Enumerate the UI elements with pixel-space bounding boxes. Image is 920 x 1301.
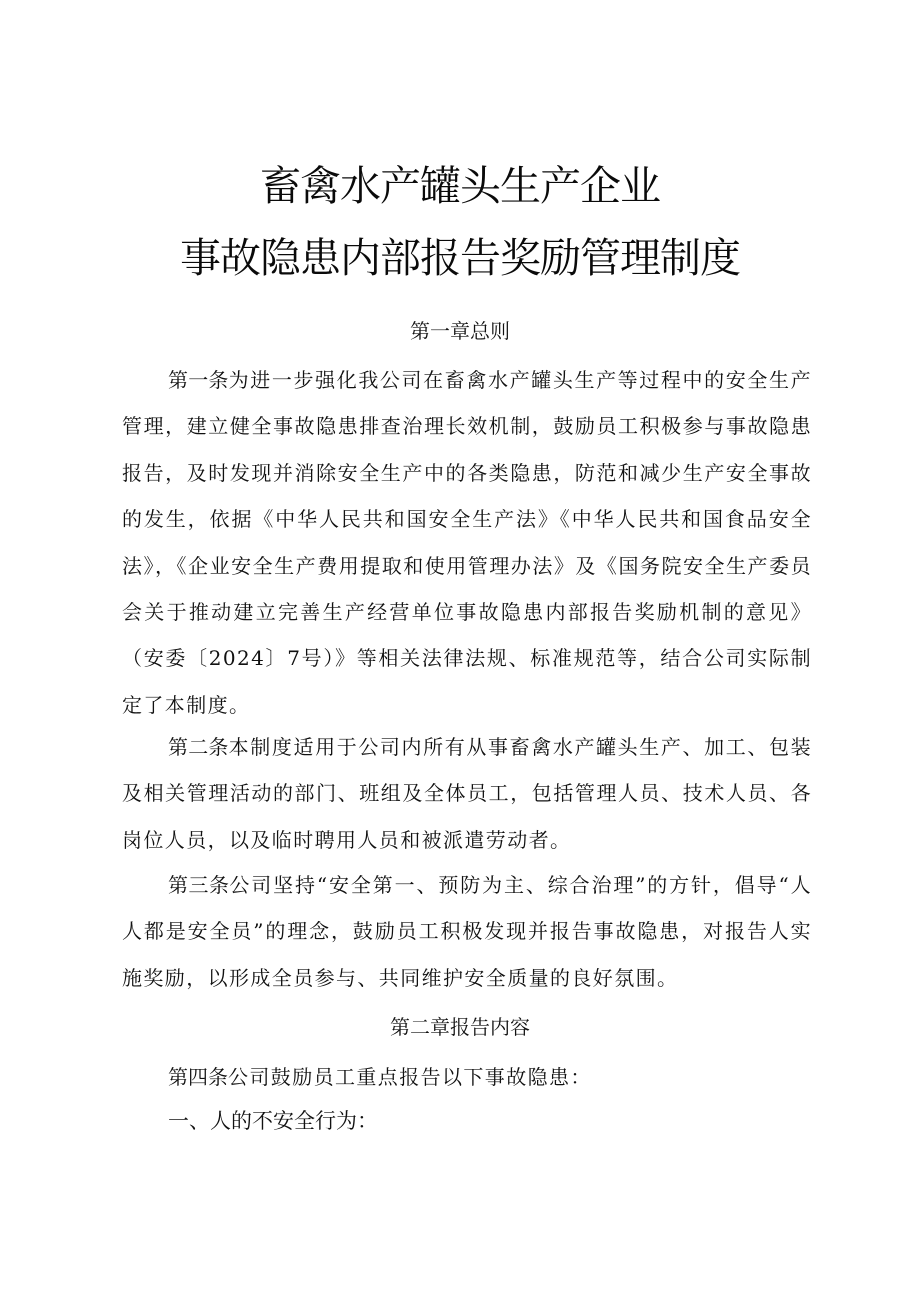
article-1-text: 为进一步强化我公司在畜禽水产罐头生产等过程中的安全生产管理，建立健全事故隐患排查治理长效机制，鼓励员工积极参与事故隐患报告，及时发现并消除安全生产中的各类隐患，防范和减少生产安全事故的发生，依据《中华人民共和国安全生产法》《中华人民共和国食品安全法》，《企业安全生产费用提取和使用管理办法》及《国务院安全生产委员会关于推动建立完善生产经营单位事故隐患内部报告奖励机制的意见》（安委〔2024〕7号）》等相关法律法规、标准规范等，结合公司实际制定了本制度。 [122, 368, 812, 717]
chapter-2-heading: 第二章报告内容 [390, 1015, 530, 1039]
article-4 [122, 1054, 812, 1100]
article-1-label: 第一条 [168, 368, 229, 392]
article-1 [122, 357, 812, 728]
article-3 [122, 862, 812, 1001]
article-4-label: 第四条 [168, 1065, 228, 1089]
document-title-line-2: 事故隐患内部报告奖励管理制度 [180, 234, 740, 282]
item-heading-unsafe-behavior: 一、人的不安全行为： [168, 1109, 378, 1133]
article-2-label: 第二条 [168, 735, 229, 759]
article-2-text: 本制度适用于公司内所有从事畜禽水产罐头生产、加工、包装及相关管理活动的部门、班组及全体员工，包括管理人员、技术人员、各岗位人员，以及临时聘用人员和被派遣劳动者。 [122, 735, 812, 852]
article-3-label: 第三条 [168, 873, 230, 897]
article-3-text: 公司坚持“安全第一、预防为主、综合治理”的方针，倡导“人人都是安全员”的理念，鼓励员工积极发现并报告事故隐患，对报告人实施奖励，以形成全员参与、共同维护安全质量的良好氛围。 [122, 873, 813, 990]
article-4-text: 公司鼓励员工重点报告以下事故隐患： [228, 1065, 592, 1089]
document-title-line-1: 畜禽水产罐头生产企业 [260, 162, 660, 210]
chapter-1-heading: 第一章总则 [410, 319, 510, 343]
article-2 [122, 724, 812, 863]
